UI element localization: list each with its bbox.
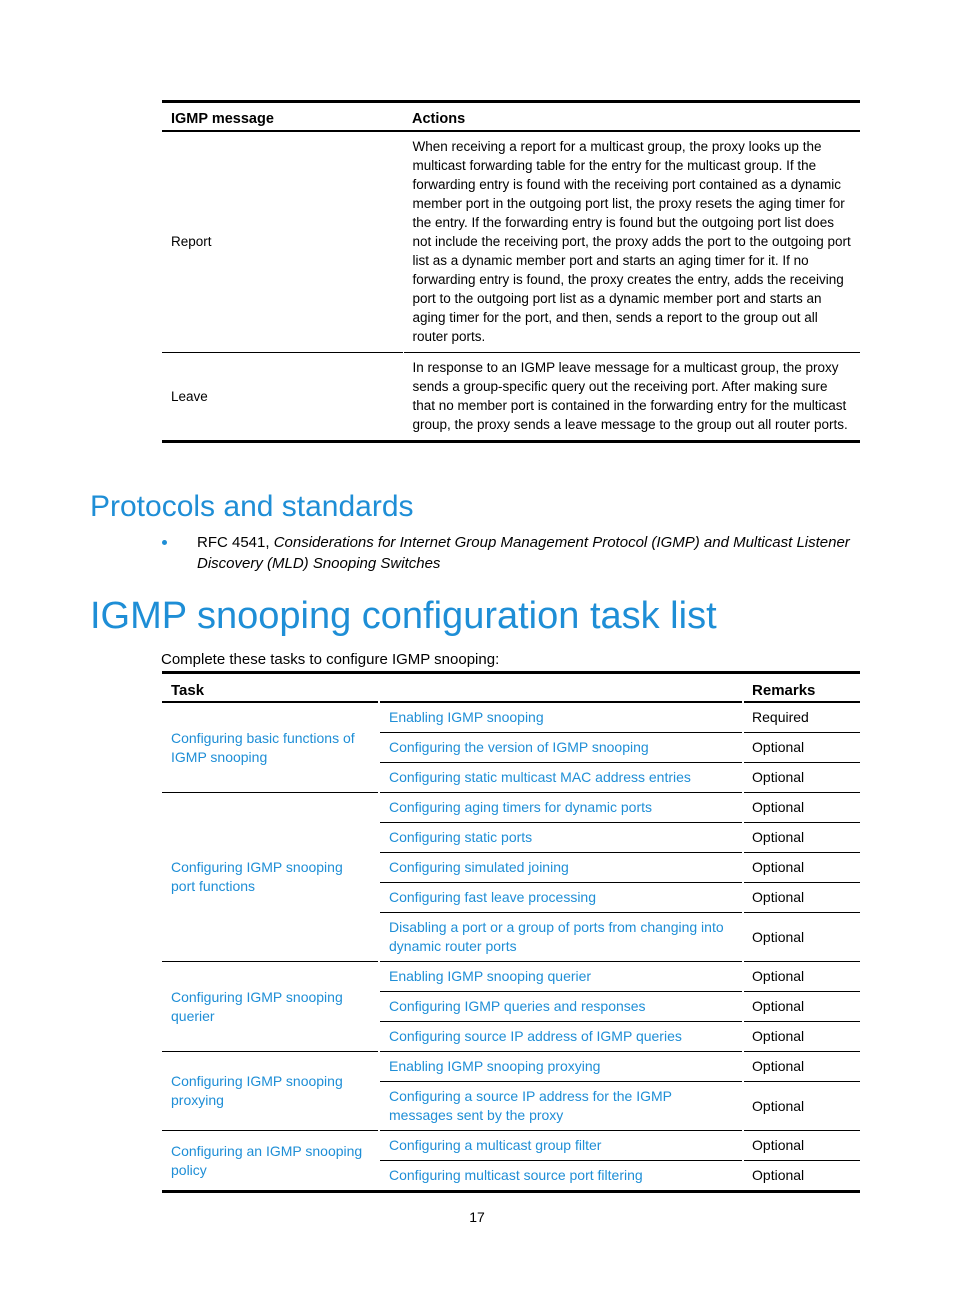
- task-link[interactable]: Enabling IGMP snooping proxying: [379, 1052, 743, 1082]
- remark-cell: Optional: [743, 913, 860, 962]
- message-cell: Report: [171, 234, 212, 249]
- header-igmp-message: IGMP message: [171, 111, 274, 127]
- task-list-intro: Complete these tasks to configure IGMP snooping:: [161, 651, 500, 668]
- rfc-reference: RFC 4541,: [197, 534, 274, 551]
- task-link[interactable]: Configuring a source IP address for the IGMP messages sent by the proxy: [379, 1082, 743, 1131]
- remark-cell: Optional: [743, 1131, 860, 1161]
- action-cell: When receiving a report for a multicast group, the proxy looks up the multicast forwarding table for the entry for the multicast group. If the forwarding entry is found with the receiving port contained as a dynamic member port in the outgoing port list, the proxy resets the aging timer for the entry. If the forwarding entry is found but the outgoing port list does not include the receiving port, the proxy adds the port to the outgoing port list as a dynamic member port and starts an aging timer for it. If no forwarding entry is found, the proxy creates the entry, adds the receiving port to the outgoing port list as a dynamic member port and starts an aging timer for the port, and then, sends a report to the group out all router ports.: [403, 131, 860, 353]
- remark-cell: Optional: [743, 793, 860, 823]
- header-task: Task: [171, 682, 205, 699]
- list-item: [162, 532, 882, 574]
- remark-cell: Optional: [743, 962, 860, 992]
- task-link[interactable]: Enabling IGMP snooping: [379, 702, 743, 733]
- task-group-link[interactable]: Configuring an IGMP snooping policy: [162, 1131, 379, 1192]
- task-link[interactable]: Configuring static multicast MAC address entries: [379, 763, 743, 793]
- remark-cell: Optional: [743, 823, 860, 853]
- task-group-link[interactable]: Configuring IGMP snooping proxying: [162, 1052, 379, 1131]
- remark-cell: Optional: [743, 1022, 860, 1052]
- task-link[interactable]: Configuring multicast source port filtering: [379, 1161, 743, 1192]
- table-header-row: [162, 673, 860, 703]
- header-actions: Actions: [412, 111, 466, 127]
- task-link[interactable]: Disabling a port or a group of ports from changing into dynamic router ports: [379, 913, 743, 962]
- task-group-link[interactable]: Configuring basic functions of IGMP snooping: [162, 702, 379, 793]
- task-link[interactable]: Configuring simulated joining: [379, 853, 743, 883]
- task-link[interactable]: Enabling IGMP snooping querier: [379, 962, 743, 992]
- table-row: [162, 353, 860, 442]
- table-row: [162, 1052, 860, 1082]
- protocols-heading: Protocols and standards: [90, 490, 414, 523]
- task-group-link[interactable]: Configuring IGMP snooping querier: [162, 962, 379, 1052]
- task-link[interactable]: Configuring source IP address of IGMP queries: [379, 1022, 743, 1052]
- task-list-heading: IGMP snooping configuration task list: [90, 595, 717, 637]
- table-row: [162, 962, 860, 992]
- table-row: [162, 131, 860, 353]
- page-number: 17: [469, 1209, 485, 1225]
- remark-cell: Optional: [743, 992, 860, 1022]
- task-link[interactable]: Configuring a multicast group filter: [379, 1131, 743, 1161]
- task-link[interactable]: Configuring aging timers for dynamic ports: [379, 793, 743, 823]
- task-group-link[interactable]: Configuring IGMP snooping port functions: [162, 793, 379, 962]
- message-cell: Leave: [171, 388, 208, 404]
- task-link[interactable]: Configuring static ports: [379, 823, 743, 853]
- task-link[interactable]: Configuring IGMP queries and responses: [379, 992, 743, 1022]
- remark-cell: Optional: [743, 1161, 860, 1192]
- remark-cell: Required: [743, 702, 860, 733]
- igmp-message-table: [162, 100, 860, 443]
- table-row: [162, 702, 860, 733]
- table-row: [162, 793, 860, 823]
- protocols-list: [162, 532, 882, 574]
- remark-cell: Optional: [743, 853, 860, 883]
- action-cell: In response to an IGMP leave message for a multicast group, the proxy sends a group-specific query out the receiving port. After making sure that no member port is contained in the forwarding entry for the multicast group, the proxy sends a leave message to the group out all router ports.: [403, 353, 860, 442]
- task-list-table: [162, 671, 860, 1193]
- remark-cell: Optional: [743, 883, 860, 913]
- remark-cell: Optional: [743, 733, 860, 763]
- remark-cell: Optional: [743, 1052, 860, 1082]
- rfc-title: Considerations for Internet Group Management Protocol (IGMP) and Multicast Listener Discovery (MLD) Snooping Switches: [197, 534, 850, 572]
- task-link[interactable]: Configuring fast leave processing: [379, 883, 743, 913]
- remark-cell: Optional: [743, 1082, 860, 1131]
- remark-cell: Optional: [743, 763, 860, 793]
- task-link[interactable]: Configuring the version of IGMP snooping: [379, 733, 743, 763]
- bullet-icon: [162, 540, 167, 545]
- table-row: [162, 1131, 860, 1161]
- table-header-row: [162, 102, 860, 132]
- header-remarks: Remarks: [752, 682, 816, 699]
